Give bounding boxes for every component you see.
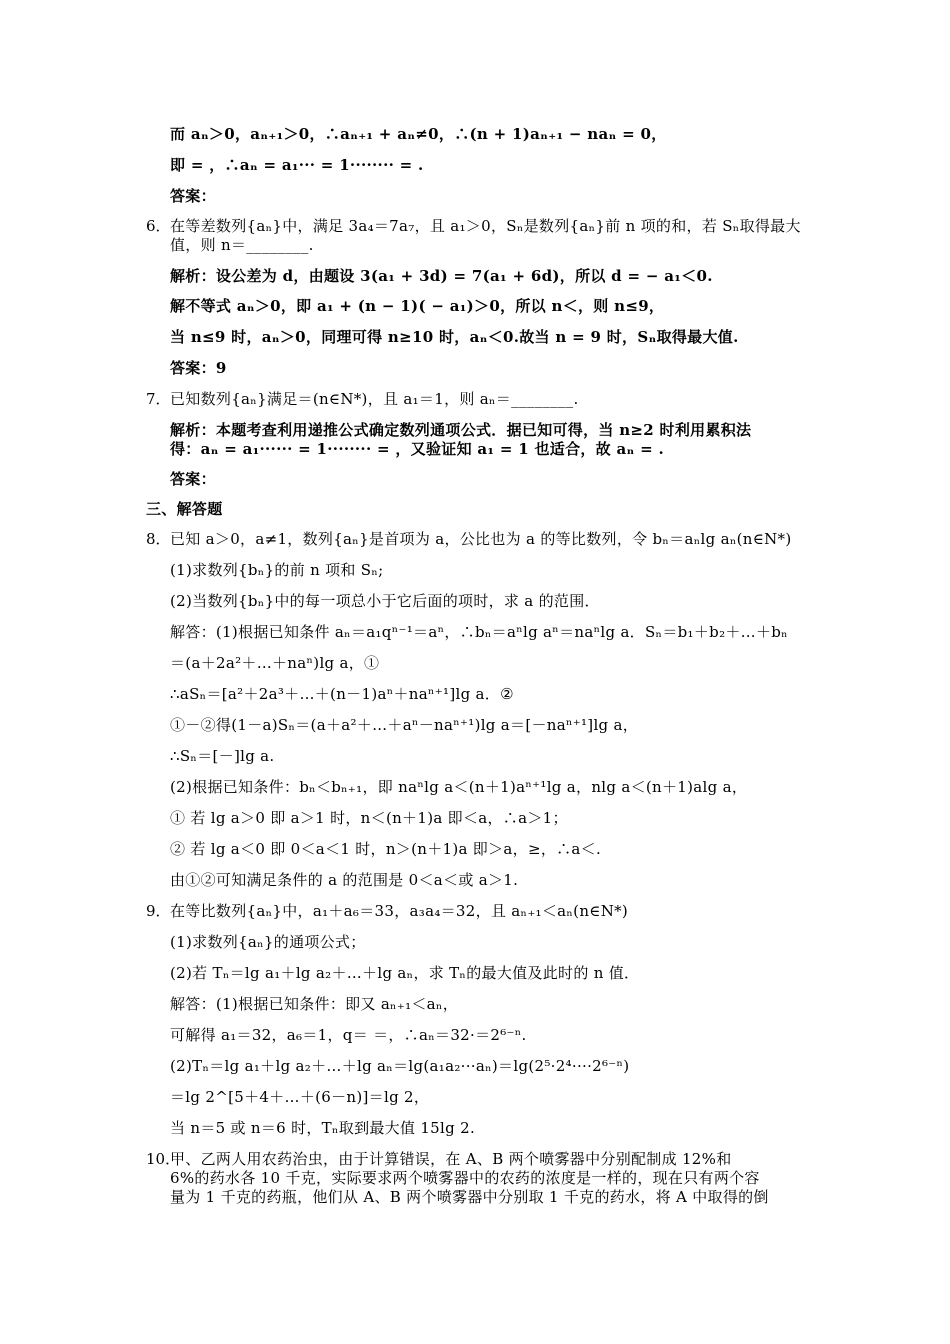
solution-line: 解析：设公差为 d，由题设 3(a₁ + 3d) = 7(a₁ + 6d)，所以 d = − a₁＜0. [170, 267, 713, 285]
section-heading: 三、解答题 [146, 500, 223, 518]
solution-line: ∴aSₙ＝[a²＋2a³＋…＋(n－1)aⁿ＋naⁿ⁺¹]lg a．② [170, 685, 514, 703]
question-text: 值，则 n＝________. [170, 236, 314, 254]
question-number: 7． [146, 390, 171, 408]
question-text: 在等比数列{aₙ}中，a₁＋a₆＝33，a₃a₄＝32，且 aₙ₊₁＜aₙ(n∈N*) [170, 902, 629, 920]
question-text: 在等差数列{aₙ}中，满足 3a₄＝7a₇，且 a₁＞0，Sₙ是数列{aₙ}前 n 项的和，若 Sₙ取得最大 [170, 217, 801, 235]
solution-line: ① 若 lg a＞0 即 a＞1 时，n＜(n＋1)a 即＜a，∴a＞1； [170, 809, 568, 827]
text-line: 即 = ，∴aₙ = a₁··· = 1········ = . [170, 156, 424, 174]
solution-line: 解答：(1)根据已知条件：即又 aₙ₊₁＜aₙ， [170, 995, 459, 1013]
question-part: (2)当数列{bₙ}中的每一项总小于它后面的项时，求 a 的范围． [170, 592, 600, 610]
question-part: (1)求数列{aₙ}的通项公式； [170, 933, 366, 951]
question-text: 6%的药水各 10 千克，实际要求两个喷雾器中的农药的浓度是一样的，现在只有两个容 [170, 1169, 760, 1187]
solution-line: ∴Sₙ＝[－]lg a. [170, 747, 275, 765]
answer-label: 答案：9 [170, 359, 227, 377]
solution-line: ①－②得(1－a)Sₙ＝(a＋a²＋…＋aⁿ－naⁿ⁺¹)lg a＝[－naⁿ⁺¹]lg a， [170, 716, 639, 734]
solution-line: ＝lg 2^[5＋4＋…＋(6－n)]＝lg 2， [170, 1088, 430, 1106]
question-part: (1)求数列{bₙ}的前 n 项和 Sₙ; [170, 561, 384, 579]
text-line: 而 aₙ＞0，aₙ₊₁＞0，∴aₙ₊₁ + aₙ≠0，∴(n + 1)aₙ₊₁ − naₙ = 0， [170, 125, 667, 143]
answer-label: 答案： [170, 470, 216, 488]
question-number: 8． [146, 530, 171, 548]
question-text: 已知 a＞0，a≠1，数列{aₙ}是首项为 a，公比也为 a 的等比数列，令 bₙ＝aₙlg aₙ(n∈N*) [170, 530, 792, 548]
solution-line: 得：aₙ = a₁······ = 1········ = ，又验证知 a₁ = 1 也适合，故 aₙ = . [170, 440, 665, 458]
solution-line: ＝(a＋2a²＋…＋naⁿ)lg a，① [170, 654, 380, 672]
question-part: (2)若 Tₙ＝lg a₁＋lg a₂＋…＋lg aₙ，求 Tₙ的最大值及此时的 n 值． [170, 964, 640, 982]
question-number: 6． [146, 217, 171, 235]
question-text: 甲、乙两人用农药治虫，由于计算错误，在 A、B 两个喷雾器中分别配制成 12%和 [170, 1150, 732, 1168]
question-number: 10． [146, 1150, 181, 1168]
solution-line: 解不等式 aₙ＞0，即 a₁ + (n − 1)( − a₁)＞0，所以 n＜，则 n≤9， [170, 297, 665, 315]
solution-line: 当 n＝5 或 n＝6 时，Tₙ取到最大值 15lg 2. [170, 1119, 476, 1137]
question-text: 已知数列{aₙ}满足＝(n∈N*)，且 a₁＝1，则 aₙ＝________. [170, 390, 579, 408]
solution-line: 解答：(1)根据已知条件 aₙ＝a₁qⁿ⁻¹＝aⁿ，∴bₙ＝aⁿlg aⁿ＝naⁿlg a．Sₙ＝b₁＋b₂＋…＋bₙ [170, 623, 788, 641]
solution-line: (2)根据已知条件：bₙ＜bₙ₊₁，即 naⁿlg a＜(n＋1)aⁿ⁺¹lg a，nlg a＜(n＋1)alg a， [170, 778, 748, 796]
solution-line: 当 n≤9 时，aₙ＞0，同理可得 n≥10 时，aₙ＜0.故当 n = 9 时，Sₙ取得最大值. [170, 328, 739, 346]
question-text: 量为 1 千克的药瓶，他们从 A、B 两个喷雾器中分别取 1 千克的药水，将 A 中取得的倒 [170, 1188, 769, 1206]
solution-line: (2)Tₙ＝lg a₁＋lg a₂＋…＋lg aₙ＝lg(a₁a₂···aₙ)＝lg(2⁵·2⁴····2⁶⁻ⁿ) [170, 1057, 630, 1075]
answer-label: 答案： [170, 187, 216, 205]
solution-line: 可解得 a₁＝32，a₆＝1，q＝ ＝，∴aₙ＝32·＝2⁶⁻ⁿ. [170, 1026, 527, 1044]
solution-line: ② 若 lg a＜0 即 0＜a＜1 时，n＞(n＋1)a 即＞a，≥，∴a＜. [170, 840, 602, 858]
solution-line: 解析：本题考查利用递推公式确定数列通项公式．据已知可得，当 n≥2 时利用累积法 [170, 421, 752, 439]
solution-line: 由①②可知满足条件的 a 的范围是 0＜a＜或 a＞1. [170, 871, 519, 889]
question-number: 9． [146, 902, 171, 920]
